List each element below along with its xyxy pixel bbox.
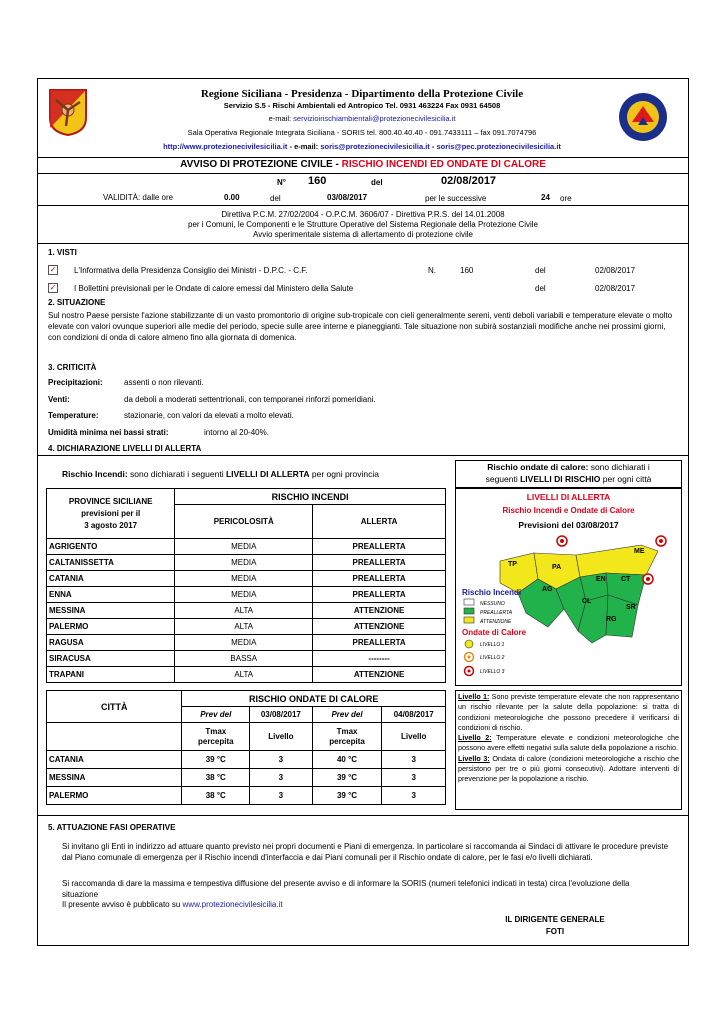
map-label-en: EN xyxy=(596,576,606,583)
province-name: MESSINA xyxy=(47,603,175,619)
province-row xyxy=(47,651,446,667)
province-allerta: PREALLERTA xyxy=(313,635,446,651)
city-livello-1: 3 xyxy=(250,769,313,787)
map-title-1: LIVELLI DI ALLERTA xyxy=(526,492,611,502)
province-pericolosita: ALTA xyxy=(175,603,313,619)
col-province-header xyxy=(47,489,175,539)
province-row xyxy=(47,555,446,571)
level-text: Sono previste temperature elevate che non rappresentano un rischio rilevante per la salute della popolazione: si tratta di condizioni meteorologiche che possono precedere il verificarsi di condizioni di rischio. xyxy=(458,692,680,732)
prev-del-2: Prev del xyxy=(312,707,382,723)
visti-del-1: del xyxy=(535,266,546,275)
col-province: PROVINCE SICILIANE xyxy=(68,496,153,506)
province-pericolosita: ALTA xyxy=(175,619,313,635)
level-description xyxy=(458,733,679,754)
province-allerta: PREALLERTA xyxy=(313,539,446,555)
province-allerta: PREALLERTA xyxy=(313,587,446,603)
avviso-title-prefix: AVVISO DI PROTEZIONE CIVILE - xyxy=(180,159,342,170)
province-row xyxy=(47,571,446,587)
province-allerta: ATTENZIONE xyxy=(313,667,446,683)
city-tmax-1: 38 °C xyxy=(182,787,250,805)
visti-del-2: del xyxy=(535,284,546,293)
directive-line-2: per i Comuni, le Componenti e le Strutture Operative del Sistema Regionale della Protezione Civile xyxy=(188,220,538,229)
level-label: Livello 3: xyxy=(458,753,490,763)
province-pericolosita: ALTA xyxy=(175,667,313,683)
map-label-ag: AG xyxy=(542,586,553,593)
livello-header-1: Livello xyxy=(250,723,313,751)
province-name: ENNA xyxy=(47,587,175,603)
percepita-2: percepita xyxy=(329,736,365,746)
venti-label: Venti: xyxy=(48,395,70,404)
avviso-title xyxy=(37,159,689,170)
map-label-cl: CL xyxy=(582,598,592,605)
validita-label: VALIDITÀ: dalle ore xyxy=(103,193,174,202)
legend-attenzione: ATTENZIONE xyxy=(480,619,512,625)
city-name: CATANIA xyxy=(47,751,182,769)
map-title-2: Rischio Incendi e Ondate di Calore xyxy=(502,506,635,515)
separator: - xyxy=(429,142,437,151)
precipitazioni-value: assenti o non rilevanti. xyxy=(124,378,204,387)
attuazione-p1: Si invitano gli Enti in indirizzo ad attuare quanto previsto nei propri documenti e Piani di emergenza. In particolare si raccomanda ai Sindaci di attivare le procedure previste dal Piano comunale di emergenza per il Rischio incendi d'interfaccia e dai Piani comunali per il Rischio ondate di calore, per le fasi e/o livelli dichiarati. xyxy=(62,842,669,862)
map-label-pa: PA xyxy=(552,564,562,571)
website-link[interactable]: http://www.protezionecivilesicilia.it xyxy=(163,142,288,151)
visti-date-2: 02/08/2017 xyxy=(595,284,636,293)
map-box xyxy=(455,488,682,686)
ondate-intro-box xyxy=(455,460,682,488)
legend-livello-1: LIVELLO 1 xyxy=(480,642,505,648)
successive-label: per le successive xyxy=(425,194,487,203)
signature-name: FOTI xyxy=(545,927,565,936)
avviso-title-risk: RISCHIO INCENDI ED ONDATE DI CALORE xyxy=(341,159,546,170)
incendi-table xyxy=(46,488,446,683)
province-pericolosita: MEDIA xyxy=(175,555,313,571)
heat-marker-catania xyxy=(643,574,653,584)
province-allerta: -------- xyxy=(313,651,446,667)
level-description xyxy=(458,692,679,733)
col-rischio-incendi: RISCHIO INCENDI xyxy=(175,489,446,505)
level-label: Livello 1: xyxy=(458,692,490,701)
legend-ondate-title: Ondate di Calore xyxy=(462,628,527,637)
city-tmax-2: 39 °C xyxy=(312,787,382,805)
province-name: SIRACUSA xyxy=(47,651,175,667)
legend-livello-3: LIVELLO 3 xyxy=(480,669,505,675)
temperature-label: Temperature: xyxy=(48,411,99,420)
incendi-intro-b: sono dichiarati i seguenti xyxy=(127,469,226,479)
ondate-intro-b: sono dichiarati i xyxy=(588,462,650,472)
province-row xyxy=(47,635,446,651)
tmax-2: Tmax xyxy=(336,726,358,736)
province-pericolosita: MEDIA xyxy=(175,539,313,555)
ondate-intro-c: seguenti xyxy=(485,474,521,484)
city-livello-1: 3 xyxy=(250,751,313,769)
venti-value: da deboli a moderati settentrionali, con temporanei rinforzi pomeridiani. xyxy=(124,395,376,404)
visti-checkbox-2[interactable]: ✓ xyxy=(49,283,57,292)
map-title-3: Previsioni del 03/08/2017 xyxy=(518,520,619,530)
province-row xyxy=(47,619,446,635)
city-tmax-1: 39 °C xyxy=(182,751,250,769)
prev-del-1: Prev del xyxy=(182,707,250,723)
visti-checkbox-1[interactable]: ✓ xyxy=(49,265,57,274)
attuazione-heading: 5. ATTUAZIONE FASI OPERATIVE xyxy=(48,823,176,832)
city-livello-1: 3 xyxy=(250,787,313,805)
header-web-line xyxy=(110,142,614,151)
publication-label: Il presente avviso è pubblicato su xyxy=(62,900,183,909)
city-name: PALERMO xyxy=(47,787,182,805)
city-tmax-1: 38 °C xyxy=(182,769,250,787)
header-soris-line: Sala Operativa Regionale Integrata Siciliana - SORIS tel. 800.40.40.40 - 091.7433111 – fax 091.7074796 xyxy=(187,128,537,137)
heat-marker-palermo xyxy=(557,536,567,546)
city-livello-2: 3 xyxy=(382,751,446,769)
avviso-date: 02/08/2017 xyxy=(441,175,497,187)
prev-date-1: 03/08/2017 xyxy=(250,707,313,723)
province-pericolosita: MEDIA xyxy=(175,635,313,651)
map-label-me: ME xyxy=(634,548,645,555)
temperature-value: stazionarie, con valori da elevati a molto elevati. xyxy=(124,411,294,420)
publication-link[interactable]: www.protezionecivilesicilia.it xyxy=(182,900,283,909)
city-tmax-2: 39 °C xyxy=(312,769,382,787)
visti-n-label: N. xyxy=(428,266,436,275)
province-allerta: PREALLERTA xyxy=(313,571,446,587)
directive-line-1: Direttiva P.C.M. 27/02/2004 - O.P.C.M. 3606/07 - Direttiva P.R.S. del 14.01.2008 xyxy=(221,210,505,219)
prev-date-2: 04/08/2017 xyxy=(382,707,446,723)
map-label-rg: RG xyxy=(606,616,617,623)
incendi-intro-a: Rischio Incendi: xyxy=(62,469,128,479)
province-name: AGRIGENTO xyxy=(47,539,175,555)
city-row xyxy=(47,769,446,787)
level-text: Ondata di calore (condizioni meteorologiche a rischio che persistono per tre o più giorni consecutivi). Adottare interventi di prevenzione per la popolazione a rischio. xyxy=(458,753,679,784)
col-pericolosita: PERICOLOSITÀ xyxy=(175,505,313,539)
signature-title: IL DIRIGENTE GENERALE xyxy=(505,915,605,924)
ondate-table xyxy=(46,690,446,805)
legend-livello-2: LIVELLO 2 xyxy=(480,655,505,661)
directive-line-3: Avvio sperimentale sistema di allertamento di protezione civile xyxy=(253,230,473,239)
visti-heading: 1. VISTI xyxy=(48,248,77,257)
province-allerta: ATTENZIONE xyxy=(313,619,446,635)
legend-incendi-title: Rischio Incendi xyxy=(462,588,522,597)
livello-header-2: Livello xyxy=(382,723,446,751)
validita-date: 03/08/2017 xyxy=(327,193,368,202)
visti-date-1: 02/08/2017 xyxy=(595,266,636,275)
province-pericolosita: MEDIA xyxy=(175,587,313,603)
city-tmax-2: 40 °C xyxy=(312,751,382,769)
header-title: Regione Siciliana - Presidenza - Dipartimento della Protezione Civile xyxy=(200,88,524,100)
validita-del: del xyxy=(270,194,281,203)
city-livello-2: 3 xyxy=(382,787,446,805)
map-label-tp: TP xyxy=(508,561,517,568)
province-name: TRAPANI xyxy=(47,667,175,683)
level-label: Livello 2: xyxy=(458,733,492,743)
validita-hours: 24 xyxy=(541,193,550,202)
umidita-value: intorno al 20-40%. xyxy=(204,428,269,437)
validita-hour: 0.00 xyxy=(224,193,240,202)
province-name: PALERMO xyxy=(47,619,175,635)
email-link[interactable]: servizioirischiambientali@protezionecivilesicilia.it xyxy=(293,114,456,123)
visti-text-1: L'Informativa della Presidenza Consiglio dei Ministri - D.P.C. - C.F. xyxy=(74,266,308,275)
city-livello-2: 3 xyxy=(382,769,446,787)
email-label: e-mail: xyxy=(268,114,292,123)
col-ondate-title: RISCHIO ONDATE DI CALORE xyxy=(182,691,446,707)
region-logo xyxy=(48,88,88,136)
tmax-header-2 xyxy=(312,723,382,751)
col-province-3: 3 agosto 2017 xyxy=(84,520,138,530)
col-citta: CITTÀ xyxy=(47,691,182,723)
ondate-intro-d: LIVELLI DI RISCHIO xyxy=(520,474,601,484)
umidita-label: Umidità minima nei bassi strati: xyxy=(48,428,169,437)
protezione-civile-logo xyxy=(618,92,668,142)
email2-label: - e-mail: xyxy=(287,142,321,151)
tmax-header-1 xyxy=(182,723,250,751)
attuazione-p3 xyxy=(62,900,283,909)
city-row xyxy=(47,751,446,769)
header-service-line: Servizio S.5 - Rischi Ambientali ed Antropico Tel. 0931 463224 Fax 0931 64508 xyxy=(223,101,501,110)
map-label-sr: SR xyxy=(626,604,636,611)
sicily-map xyxy=(456,531,681,685)
soris-email-link[interactable]: soris@protezionecivilesicilia.it xyxy=(320,142,430,151)
province-row xyxy=(47,603,446,619)
province-row xyxy=(47,667,446,683)
num-value: 160 xyxy=(308,175,327,187)
ondate-intro-a: Rischio ondate di calore: xyxy=(487,462,589,472)
pec-email-link[interactable]: soris@pec.protezionecivilesicilia.it xyxy=(436,142,561,151)
visti-text-2: I Bollettini previsionali per le Ondate di calore emessi dal Ministero della Salute xyxy=(74,284,354,293)
header-email-line xyxy=(110,114,614,123)
attuazione-p2: Si raccomanda di dare la massima e tempestiva diffusione del presente avviso e di informare la SORIS (numeri telefonici indicati in testa) circa l'evoluzione della situazione xyxy=(62,879,630,899)
province-row xyxy=(47,587,446,603)
heat-marker-messina xyxy=(656,536,666,546)
city-name: MESSINA xyxy=(47,769,182,787)
del-label: del xyxy=(371,178,383,187)
province-pericolosita: MEDIA xyxy=(175,571,313,587)
situazione-text: Sul nostro Paese persiste l'azione stabilizzante di un vasto promontorio di origine sub-tropicale con cieli generalmente sereni, venti deboli variabili e temperature elevate o molto elevate con valori ovunque superiori alle medie del periodo, specie sulle aree interne e pianeggianti. Tale situazione non subirà sostanziali modifiche anche nei prossimi giorni, con condizioni di onda di calore almeno fino alla giornata di domenica. xyxy=(48,311,673,342)
col-allerta: ALLERTA xyxy=(313,505,446,539)
province-name: CALTANISSETTA xyxy=(47,555,175,571)
province-allerta: ATTENZIONE xyxy=(313,603,446,619)
province-pericolosita: BASSA xyxy=(175,651,313,667)
province-row xyxy=(47,539,446,555)
level-text: Temperature elevate e condizioni meteorologiche che possono avere effetti negativi sulla salute della popolazione a rischio. xyxy=(458,733,680,753)
criticita-heading: 3. CRITICITÀ xyxy=(48,363,97,372)
num-label: N° xyxy=(277,178,286,187)
province-name: RAGUSA xyxy=(47,635,175,651)
city-row xyxy=(47,787,446,805)
blank-cell xyxy=(47,723,182,751)
ondate-intro-e: per ogni città xyxy=(600,474,652,484)
map-label-ct: CT xyxy=(621,576,631,583)
percepita-1: percepita xyxy=(197,736,234,746)
dichiarazione-heading: 4. DICHIARAZIONE LIVELLI DI ALLERTA xyxy=(48,444,202,453)
tmax-1: Tmax xyxy=(205,726,227,736)
level-description xyxy=(458,754,679,785)
province-name: CATANIA xyxy=(47,571,175,587)
incendi-intro-c: LIVELLI DI ALLERTA xyxy=(225,469,310,479)
legend-preallerta: PREALLERTA xyxy=(480,610,513,616)
col-province-2: previsioni per il xyxy=(81,508,141,518)
situazione-heading: 2. SITUAZIONE xyxy=(48,298,106,307)
legend-nessuno: NESSUNO xyxy=(480,601,505,607)
incendi-intro xyxy=(62,469,379,479)
ore-label: ore xyxy=(560,194,572,203)
levels-box xyxy=(455,690,682,810)
precipitazioni-label: Precipitazioni: xyxy=(48,378,103,387)
visti-n-value: 160 xyxy=(460,266,474,275)
incendi-intro-d: per ogni provincia xyxy=(309,469,379,479)
province-allerta: PREALLERTA xyxy=(313,555,446,571)
